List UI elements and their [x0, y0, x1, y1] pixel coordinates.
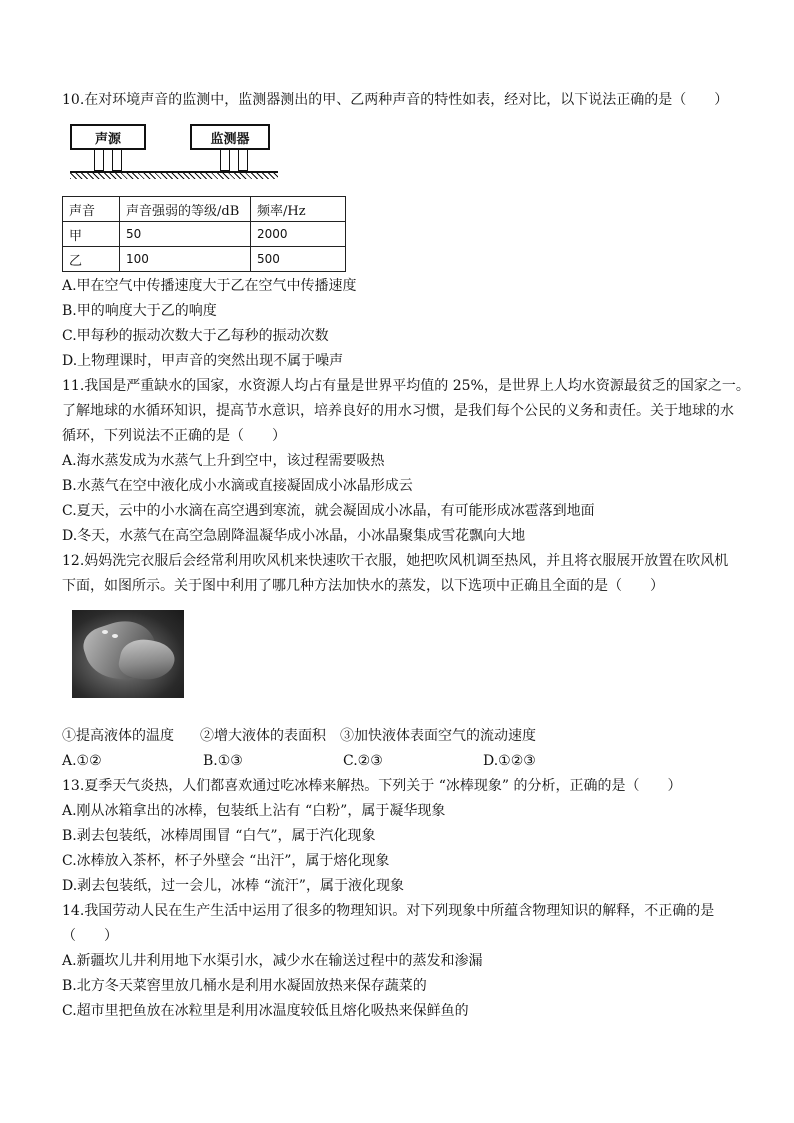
q13-option-a: A.刚从冰箱拿出的冰棒，包装纸上沾有 “白粉”，属于凝华现象	[62, 803, 446, 819]
sound-monitor-diagram	[70, 124, 280, 186]
table-cell: 50	[120, 222, 251, 247]
q13-option-b: B.剥去包装纸，冰棒周围冒 “白气”，属于汽化现象	[62, 828, 376, 844]
q12-stem-line: 12.妈妈洗完衣服后会经常利用吹风机来快速吹干衣服，她把吹风机调至热风，并且将衣服展开放置在吹风机	[62, 553, 729, 569]
q14-option-c: C.超市里把鱼放在冰粒里是利用冰温度较低且熔化吸热来保鲜鱼的	[62, 1003, 469, 1019]
q12-option-c: C.②③	[343, 753, 383, 769]
q13-stem: 13.夏季天气炎热，人们都喜欢通过吃冰棒来解热。下列关于 “冰棒现象” 的分析，正确的是（ ）	[62, 778, 682, 794]
q12-method-2: ②增大液体的表面积	[200, 728, 326, 744]
q11-stem-line: 11.我国是严重缺水的国家，水资源人均占有量是世界平均值的 25%，是世界上人均水资源最贫乏的国家之一。	[62, 378, 750, 394]
q12-option-d: D.①②③	[483, 753, 536, 769]
q14-option-a: A.新疆坎儿井利用地下水渠引水，减少水在输送过程中的蒸发和渗漏	[62, 953, 483, 969]
table-header-row	[63, 197, 346, 222]
q14-stem-line: 14.我国劳动人民在生产生活中运用了很多的物理知识。对下列现象中所蕴含物理知识的解释，不正确的是	[62, 903, 715, 919]
table-cell: 乙	[63, 247, 120, 272]
q12-method-3: ③加快液体表面空气的流动速度	[340, 728, 536, 744]
q10-option-d: D.上物理课时，甲声音的突然出现不属于噪声	[62, 353, 344, 369]
q11-stem-line: 循环，下列说法不正确的是（ ）	[62, 428, 286, 444]
table-row	[63, 222, 346, 247]
q11-stem-line: 了解地球的水循环知识，提高节水意识，培养良好的用水习惯，是我们每个公民的义务和责任。关于地球的水	[62, 403, 734, 419]
hair-dryer-clothes-photo	[72, 610, 184, 698]
table-cell: 100	[120, 247, 251, 272]
table-cell: 甲	[63, 222, 120, 247]
sound-stats-table	[62, 196, 346, 272]
monitor-leg	[238, 148, 248, 171]
q13-option-c: C.冰棒放入茶杯，杯子外壁会 “出汗”，属于熔化现象	[62, 853, 390, 869]
q12-stem-line: 下面，如图所示。关于图中利用了哪几种方法加快水的蒸发，以下选项中正确且全面的是（ ）	[62, 578, 664, 594]
q10-option-b: B.甲的响度大于乙的响度	[62, 303, 217, 319]
q11-option-b: B.水蒸气在空中液化成小水滴或直接凝固成小冰晶形成云	[62, 478, 413, 494]
source-leg	[112, 148, 122, 171]
q11-option-a: A.海水蒸发成为水蒸气上升到空中，该过程需要吸热	[62, 453, 385, 469]
source-leg	[94, 148, 104, 171]
q12-methods	[62, 727, 536, 745]
table-row	[63, 247, 346, 272]
table-header-cell: 声音强弱的等级/dB	[120, 197, 251, 222]
q12-option-a: A.①②	[62, 753, 102, 769]
q14-stem-line: （ ）	[62, 928, 118, 944]
table-header-cell: 声音	[63, 197, 120, 222]
q11-option-d: D.冬天，水蒸气在高空急剧降温凝华成小冰晶，小冰晶聚集成雪花飘向大地	[62, 528, 526, 544]
monitor-box: 监测器	[190, 124, 270, 150]
q13-option-d: D.剥去包装纸，过一会儿，冰棒 “流汗”，属于液化现象	[62, 878, 404, 894]
q12-option-b: B.①③	[203, 753, 243, 769]
q11-option-c: C.夏天，云中的小水滴在高空遇到寒流，就会凝固成小冰晶，有可能形成冰雹落到地面	[62, 503, 595, 519]
ground-hatch	[70, 173, 278, 179]
table-cell: 2000	[251, 222, 346, 247]
table-cell: 500	[251, 247, 346, 272]
q10-stem: 10.在对环境声音的监测中，监测器测出的甲、乙两种声音的特性如表，经对比，以下说法正确的是（ ）	[62, 92, 729, 108]
sound-source-box: 声源	[70, 124, 146, 150]
photo-highlight	[112, 634, 118, 638]
q10-option-a: A.甲在空气中传播速度大于乙在空气中传播速度	[62, 278, 357, 294]
q14-option-b: B.北方冬天菜窖里放几桶水是利用水凝固放热来保存蔬菜的	[62, 978, 427, 994]
table-header-cell: 频率/Hz	[251, 197, 346, 222]
q10-option-c: C.甲每秒的振动次数大于乙每秒的振动次数	[62, 328, 329, 344]
q12-method-1: ①提高液体的温度	[62, 728, 174, 744]
monitor-leg	[220, 148, 230, 171]
photo-highlight	[102, 630, 108, 634]
